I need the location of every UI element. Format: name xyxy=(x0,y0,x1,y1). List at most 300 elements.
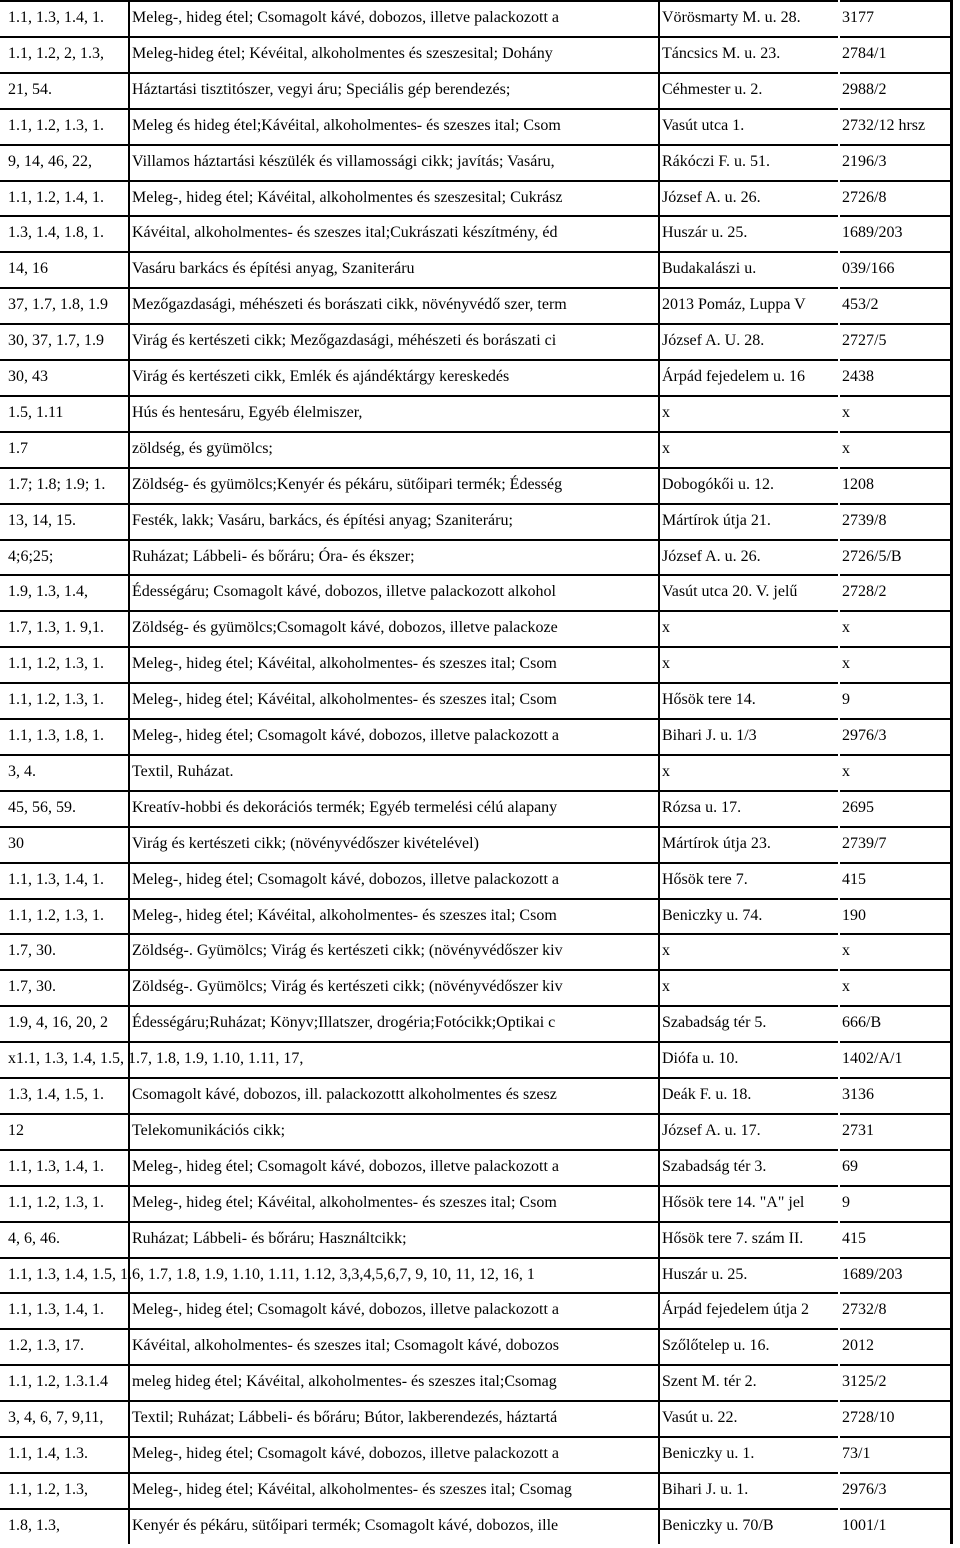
column-border xyxy=(128,862,130,898)
row-border xyxy=(660,862,838,864)
code-cell: x1.1, 1.3, 1.4, 1.5, 1.7, 1.8, 1.9, 1.10, 1.11, 17, xyxy=(8,1050,304,1068)
category-cell: Édességáru;Ruházat; Könyv;Illatszer, drogéria;Fotócikk;Optikai c xyxy=(132,1014,556,1032)
address-cell: Hősök tere 14. "A" jel xyxy=(662,1193,805,1211)
code-cell: 1.1, 1.3, 1.4, 1. xyxy=(8,1301,104,1319)
address-cell: x xyxy=(662,978,670,996)
row-border xyxy=(660,1149,838,1151)
category-cell: Meleg-, hideg étel; Kávéital, alkoholmentes- és szeszes ital; Csomag xyxy=(132,1480,572,1498)
column-border xyxy=(950,754,953,790)
category-cell: Meleg-, hideg étel; Csomagolt kávé, dobozos, illetve palackozott a xyxy=(132,727,559,744)
row-border xyxy=(840,108,950,110)
code-cell: 1.7 xyxy=(8,439,28,457)
address-cell: Céhmester u. 2. xyxy=(662,80,763,98)
category-cell: Textil; Ruházat; Lábbeli- és bőráru; Bútor, lakberendezés, háztartá xyxy=(132,1409,558,1427)
category-cell: Zöldség- és gyümölcs;Kenyér és pékáru, sütőipari termék; Édesség xyxy=(132,475,563,493)
lot-number-cell: 666/B xyxy=(842,1014,882,1032)
column-border xyxy=(950,467,953,503)
lot-number-cell: 1001/1 xyxy=(842,1516,887,1534)
code-cell: 30, 43 xyxy=(8,368,48,385)
address-cell: Szabadság tér 3. xyxy=(662,1157,767,1175)
table-row xyxy=(0,467,960,503)
category-cell: Festék, lakk; Vasáru, barkács, és építési anyag; Szaniteráru; xyxy=(132,511,513,529)
lot-number-cell: 2976/3 xyxy=(842,727,887,744)
column-border xyxy=(658,1472,660,1508)
column-border xyxy=(658,180,660,216)
column-border xyxy=(658,323,660,359)
column-border xyxy=(128,359,130,395)
code-cell: 1.1, 1.2, 1.3, 1. xyxy=(8,116,104,134)
row-border xyxy=(130,1257,658,1259)
table-row xyxy=(0,1436,960,1472)
row-border xyxy=(130,1185,658,1187)
column-border xyxy=(950,933,953,969)
address-cell: Szőlőtelep u. 16. xyxy=(662,1337,770,1355)
row-border xyxy=(840,0,950,2)
row-border xyxy=(0,1472,128,1474)
row-border xyxy=(130,36,658,38)
row-border xyxy=(840,251,950,253)
code-cell: 13, 14, 15. xyxy=(8,511,76,529)
row-border xyxy=(130,1472,658,1474)
row-border xyxy=(0,1400,128,1402)
row-border xyxy=(130,287,658,289)
row-border xyxy=(0,1436,128,1438)
column-border xyxy=(128,287,130,323)
column-border xyxy=(950,323,953,359)
lot-number-cell: 73/1 xyxy=(842,1445,871,1462)
category-cell: Hús és hentesáru, Egyéb élelmiszer, xyxy=(132,403,363,421)
row-border xyxy=(840,431,950,433)
address-cell: Bihari J. u. 1. xyxy=(662,1480,749,1498)
row-border xyxy=(130,826,658,828)
code-cell: 1.9, 1.3, 1.4, xyxy=(8,583,88,601)
row-border xyxy=(130,790,658,792)
row-border xyxy=(0,862,128,864)
column-border xyxy=(950,108,953,144)
table-row xyxy=(0,1149,960,1185)
row-border xyxy=(660,898,838,900)
row-border xyxy=(660,251,838,253)
lot-number-cell: 1689/203 xyxy=(842,1265,903,1283)
row-border xyxy=(0,108,128,110)
address-cell: Árpád fejedelem u. 16 xyxy=(662,368,806,385)
row-border xyxy=(0,1149,128,1151)
category-cell: Kávéital, alkoholmentes- és szeszes ital;Cukrászati készítmény, éd xyxy=(132,224,558,242)
column-border xyxy=(950,431,953,467)
row-border xyxy=(0,1292,128,1294)
row-border xyxy=(660,1328,838,1330)
column-border xyxy=(658,1400,660,1436)
column-border xyxy=(128,251,130,287)
row-border xyxy=(130,574,658,576)
address-cell: József A. U. 28. xyxy=(662,332,765,350)
row-border xyxy=(840,1005,950,1007)
column-border xyxy=(658,1149,660,1185)
column-border xyxy=(658,395,660,431)
row-border xyxy=(130,1436,658,1438)
column-border xyxy=(128,215,130,251)
row-border xyxy=(130,1328,658,1330)
table-row xyxy=(0,1508,960,1544)
row-border xyxy=(0,1005,128,1007)
row-border xyxy=(0,251,128,253)
row-border xyxy=(0,969,128,971)
code-cell: 1.3, 1.4, 1.5, 1. xyxy=(8,1086,104,1103)
row-border xyxy=(0,431,128,433)
category-cell: Meleg-, hideg étel; Csomagolt kávé, dobozos, illetve palackozott a xyxy=(132,1301,559,1319)
row-border xyxy=(660,1113,838,1115)
row-border xyxy=(660,790,838,792)
row-border xyxy=(660,646,838,648)
address-cell: x xyxy=(662,439,670,457)
column-border xyxy=(658,287,660,323)
column-border xyxy=(658,898,660,934)
row-border xyxy=(130,1292,658,1294)
lot-number-cell: 2012 xyxy=(842,1337,874,1355)
row-border xyxy=(660,72,838,74)
column-border xyxy=(658,1508,660,1544)
table-row xyxy=(0,0,960,36)
row-border xyxy=(0,467,128,469)
row-border xyxy=(840,1328,950,1330)
row-border xyxy=(130,1077,658,1079)
code-cell: 1.1, 1.3, 1.4, 1.5, 1.6, 1.7, 1.8, 1.9, 1.10, 1.11, 1.12, 3,3,4,5,6,7, 9, 10, 11, 12, 16, 1 xyxy=(8,1265,535,1283)
lot-number-cell: x xyxy=(842,403,850,421)
table-row xyxy=(0,1364,960,1400)
column-border xyxy=(128,790,130,826)
row-border xyxy=(840,539,950,541)
table-row xyxy=(0,431,960,467)
lot-number-cell: 453/2 xyxy=(842,296,879,314)
row-border xyxy=(840,1185,950,1187)
table-row xyxy=(0,539,960,575)
column-border xyxy=(128,933,130,969)
row-border xyxy=(840,1436,950,1438)
column-border xyxy=(658,646,660,682)
row-border xyxy=(660,1221,838,1223)
address-cell: Bihari J. u. 1/3 xyxy=(662,727,757,744)
code-cell: 1.1, 1.2, 2, 1.3, xyxy=(8,44,104,62)
column-border xyxy=(658,215,660,251)
address-cell: Árpád fejedelem útja 2 xyxy=(662,1301,810,1319)
address-cell: x xyxy=(662,942,670,960)
column-border xyxy=(950,395,953,431)
table-row xyxy=(0,610,960,646)
code-cell: 3, 4. xyxy=(8,762,36,780)
column-border xyxy=(128,503,130,539)
row-border xyxy=(0,1185,128,1187)
table-row xyxy=(0,1472,960,1508)
table-row xyxy=(0,395,960,431)
row-border xyxy=(660,754,838,756)
column-border xyxy=(128,1436,130,1472)
row-border xyxy=(840,395,950,397)
column-border xyxy=(128,1400,130,1436)
table-row xyxy=(0,359,960,395)
address-cell: Vörösmarty M. u. 28. xyxy=(662,9,801,26)
table-row xyxy=(0,1041,960,1077)
category-cell: Telekomunikációs cikk; xyxy=(132,1121,286,1139)
row-border xyxy=(660,539,838,541)
row-border xyxy=(130,1400,658,1402)
row-border xyxy=(660,1436,838,1438)
column-border xyxy=(658,36,660,72)
category-cell: Zöldség-. Gyümölcs; Virág és kertészeti cikk; (növényvédőszer kiv xyxy=(132,942,563,960)
row-border xyxy=(660,180,838,182)
column-border xyxy=(950,1185,953,1221)
row-border xyxy=(840,682,950,684)
row-border xyxy=(0,0,128,2)
row-border xyxy=(0,215,128,217)
column-border xyxy=(950,898,953,934)
column-border xyxy=(950,790,953,826)
lot-number-cell: 1402/A/1 xyxy=(842,1050,903,1068)
address-cell: Huszár u. 25. xyxy=(662,1265,748,1283)
column-border xyxy=(950,718,953,754)
row-border xyxy=(130,144,658,146)
row-border xyxy=(0,646,128,648)
column-border xyxy=(128,826,130,862)
column-border xyxy=(128,467,130,503)
column-border xyxy=(128,0,130,36)
lot-number-cell: 1208 xyxy=(842,475,874,493)
column-border xyxy=(658,1185,660,1221)
code-cell: 1.1, 1.4, 1.3. xyxy=(8,1445,88,1462)
address-cell: József A. u. 26. xyxy=(662,188,761,206)
category-cell: Villamos háztartási készülék és villamossági cikk; javítás; Vasáru, xyxy=(132,152,555,170)
column-border xyxy=(658,790,660,826)
table-row xyxy=(0,574,960,610)
category-cell: Kenyér és pékáru, sütőipari termék; Csomagolt kávé, dobozos, ille xyxy=(132,1516,559,1534)
category-cell: Édességáru; Csomagolt kávé, dobozos, illetve palackozott alkohol xyxy=(132,583,556,601)
category-cell: Meleg és hideg étel;Kávéital, alkoholmentes- és szeszes ital; Csom xyxy=(132,116,561,134)
column-border xyxy=(950,1257,953,1293)
row-border xyxy=(660,0,838,2)
column-border xyxy=(128,718,130,754)
row-border xyxy=(840,1508,950,1510)
column-border xyxy=(128,1185,130,1221)
column-border xyxy=(950,862,953,898)
table-row xyxy=(0,718,960,754)
lot-number-cell: 9 xyxy=(842,691,850,709)
address-cell: Szabadság tér 5. xyxy=(662,1014,767,1032)
row-border xyxy=(0,718,128,720)
code-cell: 1.1, 1.2, 1.4, 1. xyxy=(8,188,104,206)
column-border xyxy=(950,144,953,180)
category-cell: Virág és kertészeti cikk; Mezőgazdasági, méhészeti és borászati ci xyxy=(132,332,557,350)
column-border xyxy=(128,323,130,359)
address-cell: x xyxy=(662,619,670,637)
row-border xyxy=(660,431,838,433)
row-border xyxy=(840,287,950,289)
row-border xyxy=(840,574,950,576)
category-cell: Vasáru barkács és építési anyag, Szaniteráru xyxy=(132,260,415,278)
row-border xyxy=(0,574,128,576)
column-border xyxy=(658,1005,660,1041)
column-border xyxy=(658,1292,660,1328)
category-cell: Meleg-, hideg étel; Kávéital, alkoholmentes- és szeszes ital; Csom xyxy=(132,1193,557,1211)
table-row xyxy=(0,36,960,72)
category-cell: Meleg-, hideg étel; Kávéital, alkoholmentes és szeszesital; Cukrász xyxy=(132,188,563,206)
row-border xyxy=(660,969,838,971)
row-border xyxy=(660,574,838,576)
row-border xyxy=(0,1077,128,1079)
code-cell: 1.1, 1.3, 1.8, 1. xyxy=(8,727,104,744)
lot-number-cell: 415 xyxy=(842,870,866,888)
row-border xyxy=(660,287,838,289)
category-cell: Virág és kertészeti cikk, Emlék és ajándéktárgy kereskedés xyxy=(132,368,510,385)
row-border xyxy=(660,718,838,720)
row-border xyxy=(660,1400,838,1402)
row-border xyxy=(840,467,950,469)
column-border xyxy=(658,969,660,1005)
table-row xyxy=(0,287,960,323)
row-border xyxy=(0,1041,128,1043)
category-cell: Zöldség- és gyümölcs;Csomagolt kávé, dobozos, illetve palackoze xyxy=(132,619,558,637)
row-border xyxy=(840,215,950,217)
category-cell: meleg hideg étel; Kávéital, alkoholmentes- és szeszes ital;Csomag xyxy=(132,1373,557,1391)
code-cell: 12 xyxy=(8,1121,24,1139)
row-border xyxy=(130,610,658,612)
row-border xyxy=(660,215,838,217)
column-border xyxy=(128,1508,130,1544)
address-cell: Deák F. u. 18. xyxy=(662,1086,752,1103)
lot-number-cell: x xyxy=(842,655,850,673)
code-cell: 1.1, 1.2, 1.3, xyxy=(8,1480,88,1498)
row-border xyxy=(660,826,838,828)
row-border xyxy=(130,933,658,935)
row-border xyxy=(0,682,128,684)
column-border xyxy=(658,1328,660,1364)
lot-number-cell: 1689/203 xyxy=(842,224,903,242)
address-cell: Beniczky u. 70/B xyxy=(662,1516,774,1534)
row-border xyxy=(130,1005,658,1007)
address-cell: Szent M. tér 2. xyxy=(662,1373,757,1391)
row-border xyxy=(0,323,128,325)
lot-number-cell: 2732/12 hrsz xyxy=(842,116,926,134)
lot-number-cell: 3136 xyxy=(842,1086,874,1103)
row-border xyxy=(660,359,838,361)
lot-number-cell: 2728/2 xyxy=(842,583,887,601)
row-border xyxy=(840,898,950,900)
column-border xyxy=(950,287,953,323)
column-border xyxy=(658,1436,660,1472)
row-border xyxy=(0,36,128,38)
row-border xyxy=(130,359,658,361)
lot-number-cell: x xyxy=(842,978,850,996)
code-cell: 1.1, 1.3, 1.4, 1. xyxy=(8,870,104,888)
row-border xyxy=(130,539,658,541)
column-border xyxy=(950,251,953,287)
column-border xyxy=(658,0,660,36)
column-border xyxy=(950,1364,953,1400)
row-border xyxy=(0,144,128,146)
row-border xyxy=(0,1328,128,1330)
row-border xyxy=(130,898,658,900)
column-border xyxy=(128,539,130,575)
address-cell: Dobogókői u. 12. xyxy=(662,475,774,493)
lot-number-cell: x xyxy=(842,439,850,457)
table-row xyxy=(0,682,960,718)
row-border xyxy=(0,539,128,541)
category-cell: zöldség, és gyümölcs; xyxy=(132,439,273,457)
address-cell: Budakalászi u. xyxy=(662,260,757,278)
table-row xyxy=(0,1400,960,1436)
code-cell: 4, 6, 46. xyxy=(8,1229,60,1247)
row-border xyxy=(840,1041,950,1043)
row-border xyxy=(0,933,128,935)
column-border xyxy=(658,718,660,754)
column-border xyxy=(658,826,660,862)
address-cell: Mártírok útja 21. xyxy=(662,511,771,529)
column-border xyxy=(950,0,953,36)
address-cell: Vasút utca 20. V. jelű xyxy=(662,583,798,601)
column-border xyxy=(950,503,953,539)
table-row xyxy=(0,180,960,216)
row-border xyxy=(840,1472,950,1474)
column-border xyxy=(128,180,130,216)
table-row xyxy=(0,503,960,539)
row-border xyxy=(0,790,128,792)
column-border xyxy=(658,754,660,790)
category-cell: Ruházat; Lábbeli- és bőráru; Használtcikk; xyxy=(132,1229,407,1247)
code-cell: 4;6;25; xyxy=(8,547,54,565)
column-border xyxy=(128,144,130,180)
lot-number-cell: 2976/3 xyxy=(842,1480,887,1498)
row-border xyxy=(660,1185,838,1187)
column-border xyxy=(658,431,660,467)
table-row xyxy=(0,1005,960,1041)
row-border xyxy=(0,180,128,182)
category-cell: Mezőgazdasági, méhészeti és borászati cikk, növényvédő szer, term xyxy=(132,296,567,314)
address-cell: Huszár u. 25. xyxy=(662,224,748,242)
row-border xyxy=(660,1472,838,1474)
address-cell: Vasút utca 1. xyxy=(662,116,745,134)
row-border xyxy=(130,0,658,2)
code-cell: 1.1, 1.2, 1.3, 1. xyxy=(8,655,104,673)
table-row xyxy=(0,646,960,682)
category-cell: Meleg-, hideg étel; Csomagolt kávé, dobozos, illetve palackozott a xyxy=(132,1157,559,1175)
address-cell: Beniczky u. 1. xyxy=(662,1445,755,1462)
code-cell: 1.1, 1.3, 1.4, 1. xyxy=(8,1157,104,1175)
column-border xyxy=(658,467,660,503)
column-border xyxy=(128,898,130,934)
lot-number-cell: 190 xyxy=(842,906,866,924)
column-border xyxy=(950,682,953,718)
table-row xyxy=(0,72,960,108)
row-border xyxy=(660,395,838,397)
column-border xyxy=(128,36,130,72)
row-border xyxy=(130,108,658,110)
column-border xyxy=(950,574,953,610)
column-border xyxy=(950,1041,953,1077)
row-border xyxy=(660,1077,838,1079)
category-cell: Meleg-, hideg étel; Csomagolt kávé, dobozos, illetve palackozott a xyxy=(132,1445,559,1462)
row-border xyxy=(130,395,658,397)
row-border xyxy=(840,1292,950,1294)
code-cell: 1.2, 1.3, 17. xyxy=(8,1337,84,1355)
lot-number-cell: 2732/8 xyxy=(842,1301,887,1319)
row-border xyxy=(0,1364,128,1366)
address-cell: Mártírok útja 23. xyxy=(662,834,771,852)
column-border xyxy=(658,1221,660,1257)
row-border xyxy=(130,1041,658,1043)
code-cell: 9, 14, 46, 22, xyxy=(8,152,92,170)
row-border xyxy=(660,1364,838,1366)
lot-number-cell: 2731 xyxy=(842,1121,874,1139)
column-border xyxy=(950,1400,953,1436)
address-cell: Hősök tere 7. xyxy=(662,870,748,888)
